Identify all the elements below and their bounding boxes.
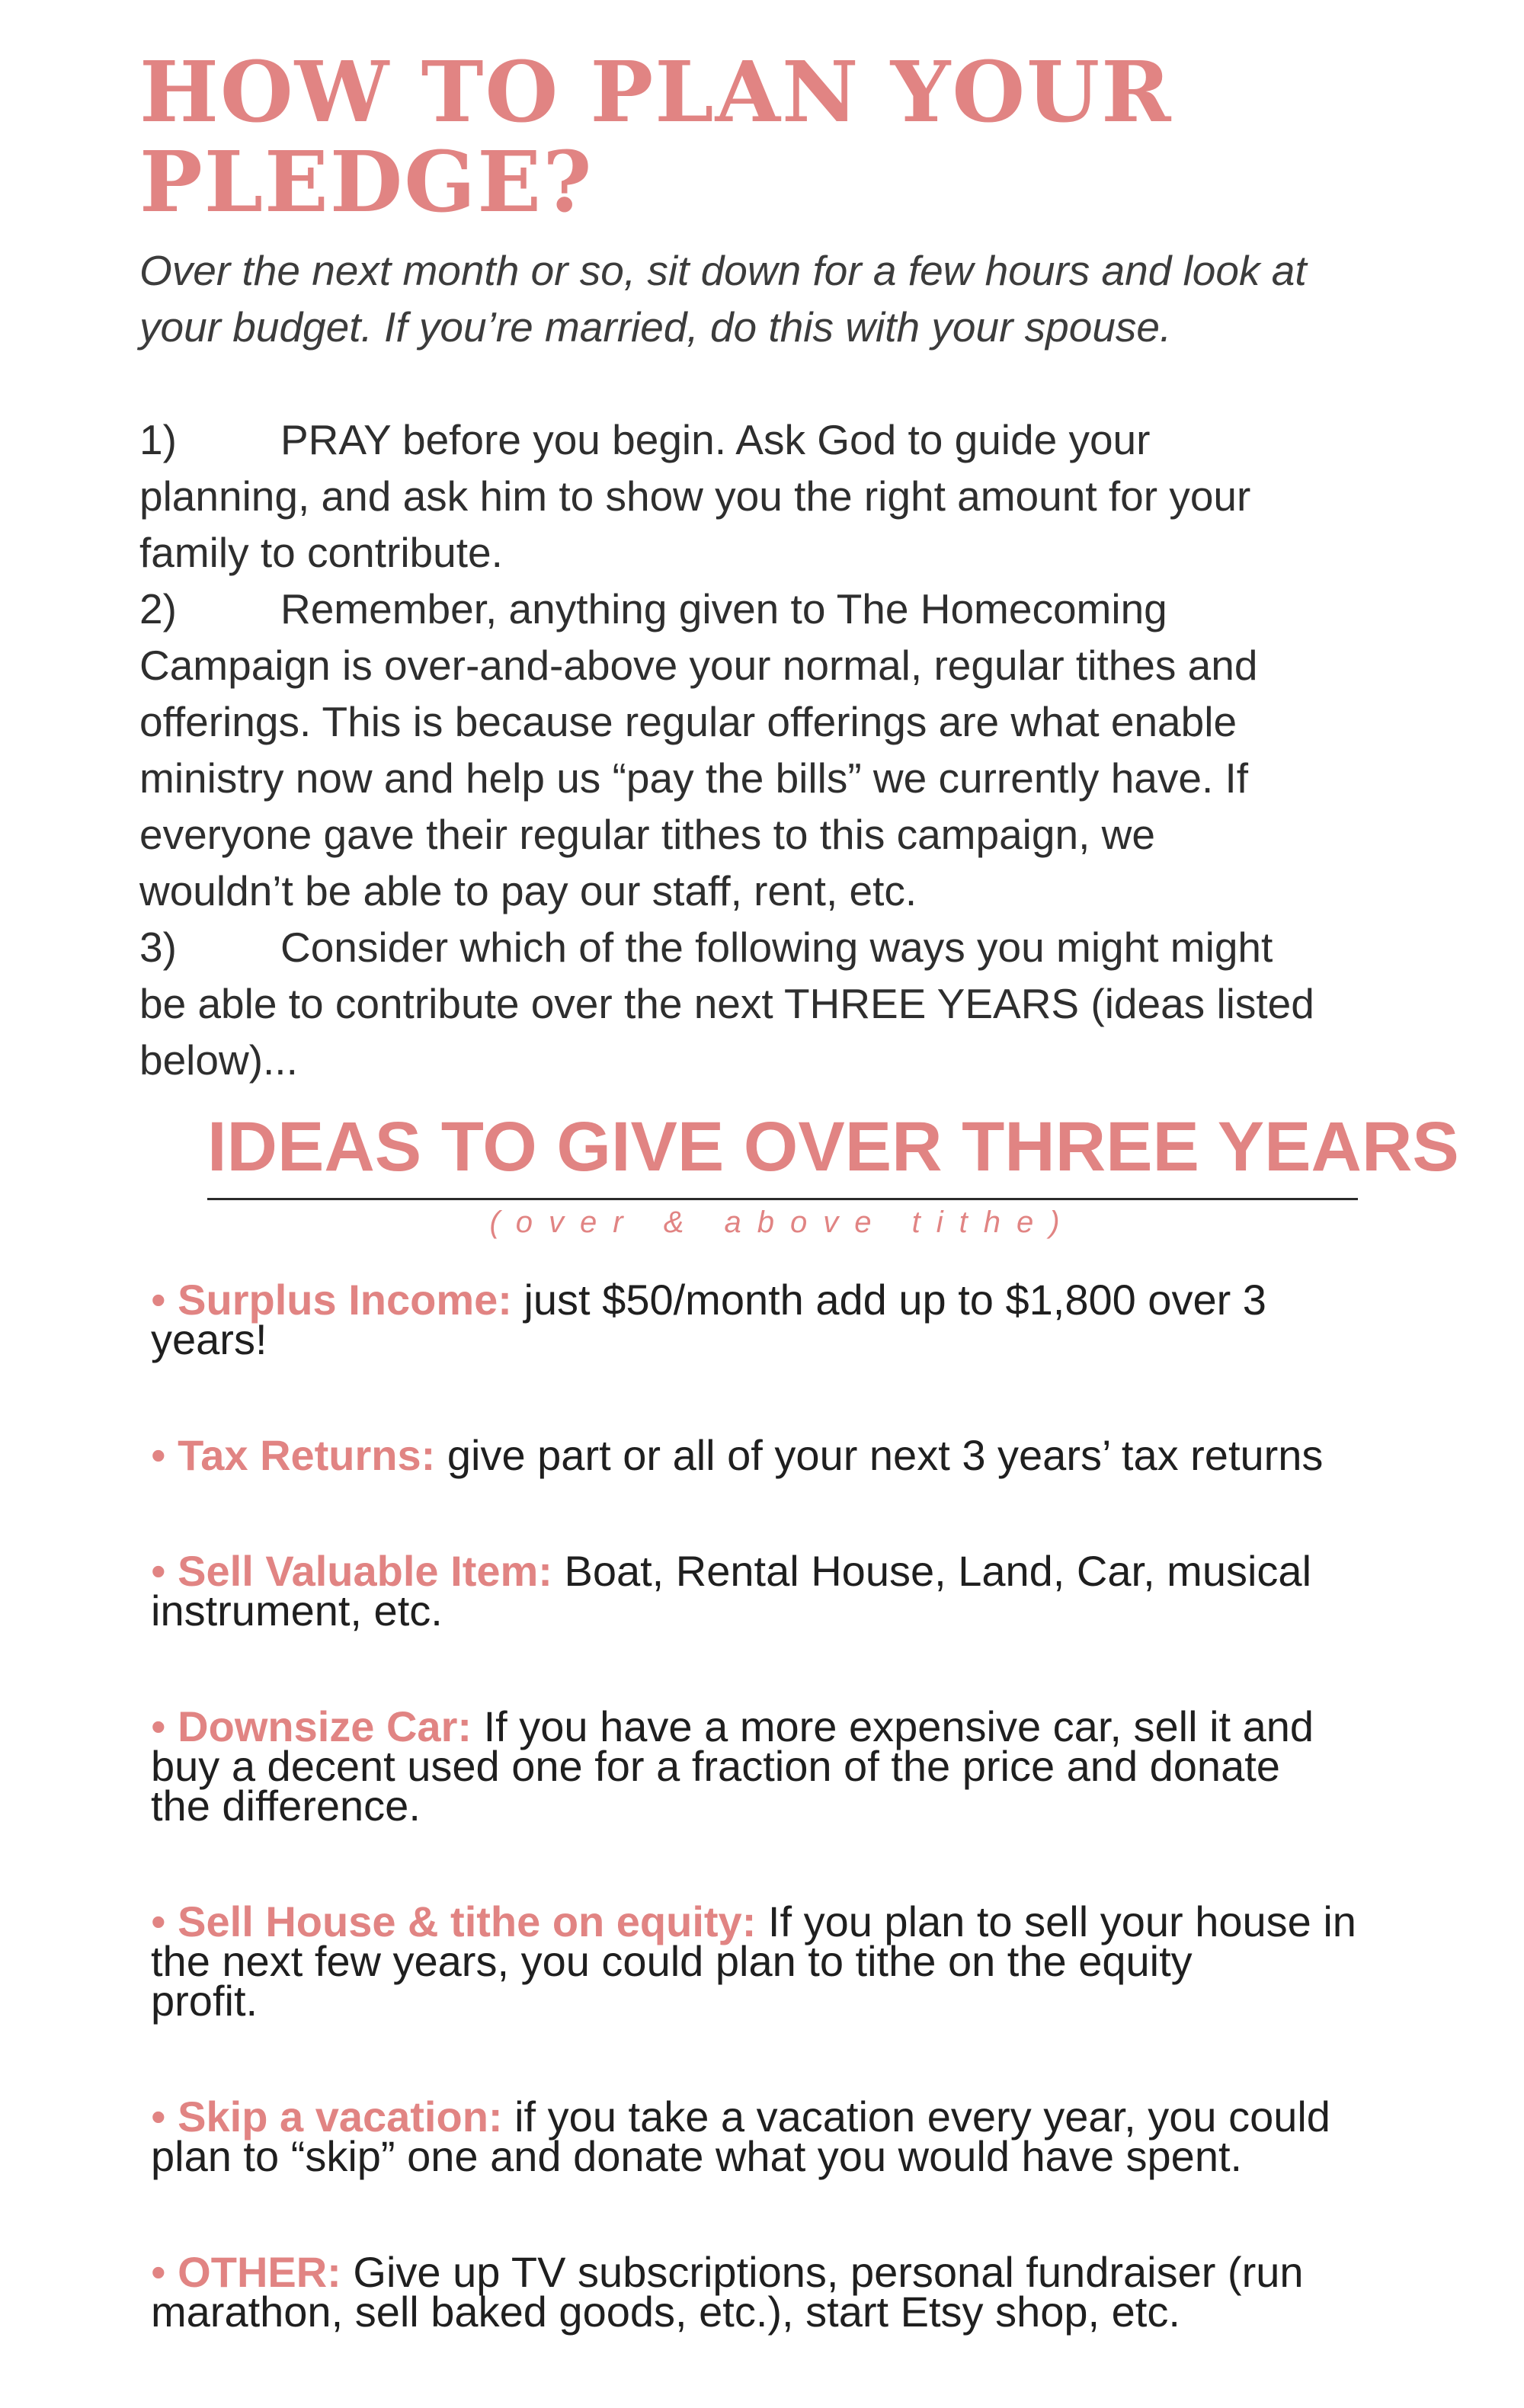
step-text: be able to contribute over the next THREE YEARS (ideas listed xyxy=(139,980,1314,1027)
idea-label: Tax Returns: xyxy=(178,1431,436,1479)
step-text: everyone gave their regular tithes to this campaign, we xyxy=(139,811,1155,858)
idea-item xyxy=(151,1276,1462,1363)
idea-text: Boat, Rental House, Land, Car, musical xyxy=(564,1547,1312,1595)
idea-text: the next few years, you could plan to tithe on the equity xyxy=(151,1937,1193,1985)
idea-text: plan to “skip” one and donate what you would have spent. xyxy=(151,2132,1243,2180)
bullet-icon: • xyxy=(151,1431,166,1479)
section-heading: IDEAS TO GIVE OVER THREE YEARS xyxy=(207,1108,1459,1186)
step-text: ministry now and help us “pay the bills” we currently have. If xyxy=(139,754,1249,802)
bullet-icon: • xyxy=(151,2093,166,2141)
ideas-list xyxy=(151,1276,1462,2408)
idea-text: buy a decent used one for a fraction of the price and donate xyxy=(151,1742,1280,1790)
intro-line: your budget. If you’re married, do this with your spouse. xyxy=(139,303,1172,351)
idea-label: Sell House & tithe on equity: xyxy=(178,1897,757,1945)
idea-text: just $50/month add up to $1,800 over 3 xyxy=(523,1276,1266,1324)
step-text: Remember, anything given to The Homecoming xyxy=(280,585,1167,632)
step-number: 3) xyxy=(139,924,177,971)
title-line: HOW TO PLAN YOUR xyxy=(139,43,1173,141)
idea-item xyxy=(151,1431,1462,1479)
intro-paragraph xyxy=(139,242,1435,355)
steps-list xyxy=(139,411,1435,1088)
section-subheading: (over & above tithe) xyxy=(489,1206,1076,1239)
idea-item xyxy=(151,1547,1462,1635)
step-text: family to contribute. xyxy=(139,529,503,576)
idea-item xyxy=(151,1702,1462,1830)
step-text: wouldn’t be able to pay our staff, rent, etc. xyxy=(139,867,917,914)
bullet-icon: • xyxy=(151,1276,166,1324)
bullet-icon: • xyxy=(151,2248,166,2296)
idea-text: If you have a more expensive car, sell it and xyxy=(483,1702,1314,1750)
step-text: PRAY before you begin. Ask God to guide your xyxy=(280,416,1151,463)
bullet-icon: • xyxy=(151,1547,166,1595)
bullet-icon: • xyxy=(151,1897,166,1945)
idea-label: Surplus Income: xyxy=(178,1276,512,1324)
idea-text: give part or all of your next 3 years’ tax returns xyxy=(447,1431,1324,1479)
step-text: below)... xyxy=(139,1036,298,1084)
step-item xyxy=(139,411,1435,581)
idea-text: years! xyxy=(151,1315,267,1363)
page-title xyxy=(139,43,1435,231)
idea-text: if you take a vacation every year, you could xyxy=(514,2093,1330,2141)
idea-text: profit. xyxy=(151,1977,258,2025)
title-line: PLEDGE? xyxy=(139,133,594,231)
step-item xyxy=(139,919,1435,1088)
step-item xyxy=(139,581,1435,919)
idea-item xyxy=(151,1897,1462,2025)
heading-divider xyxy=(207,1198,1358,1200)
step-number: 1) xyxy=(139,416,177,463)
idea-text: the difference. xyxy=(151,1782,421,1830)
idea-label: Downsize Car: xyxy=(178,1702,472,1750)
step-text: Campaign is over-and-above your normal, regular tithes and xyxy=(139,642,1258,689)
bullet-icon: • xyxy=(151,1702,166,1750)
idea-text: Give up TV subscriptions, personal fundraiser (run xyxy=(353,2248,1304,2296)
idea-label: Sell Valuable Item: xyxy=(178,1547,552,1595)
idea-text: instrument, etc. xyxy=(151,1587,443,1635)
idea-text: If you plan to sell your house in xyxy=(767,1897,1356,1945)
step-text: Consider which of the following ways you might might xyxy=(280,924,1273,971)
idea-label: OTHER: xyxy=(178,2248,341,2296)
step-number: 2) xyxy=(139,585,177,632)
idea-item xyxy=(151,2248,1462,2336)
step-text: planning, and ask him to show you the right amount for your xyxy=(139,472,1251,520)
idea-label: Skip a vacation: xyxy=(178,2093,503,2141)
idea-text: marathon, sell baked goods, etc.), start Etsy shop, etc. xyxy=(151,2288,1180,2336)
idea-item xyxy=(151,2093,1462,2180)
step-text: offerings. This is because regular offerings are what enable xyxy=(139,698,1237,745)
intro-line: Over the next month or so, sit down for a few hours and look at xyxy=(139,247,1307,294)
